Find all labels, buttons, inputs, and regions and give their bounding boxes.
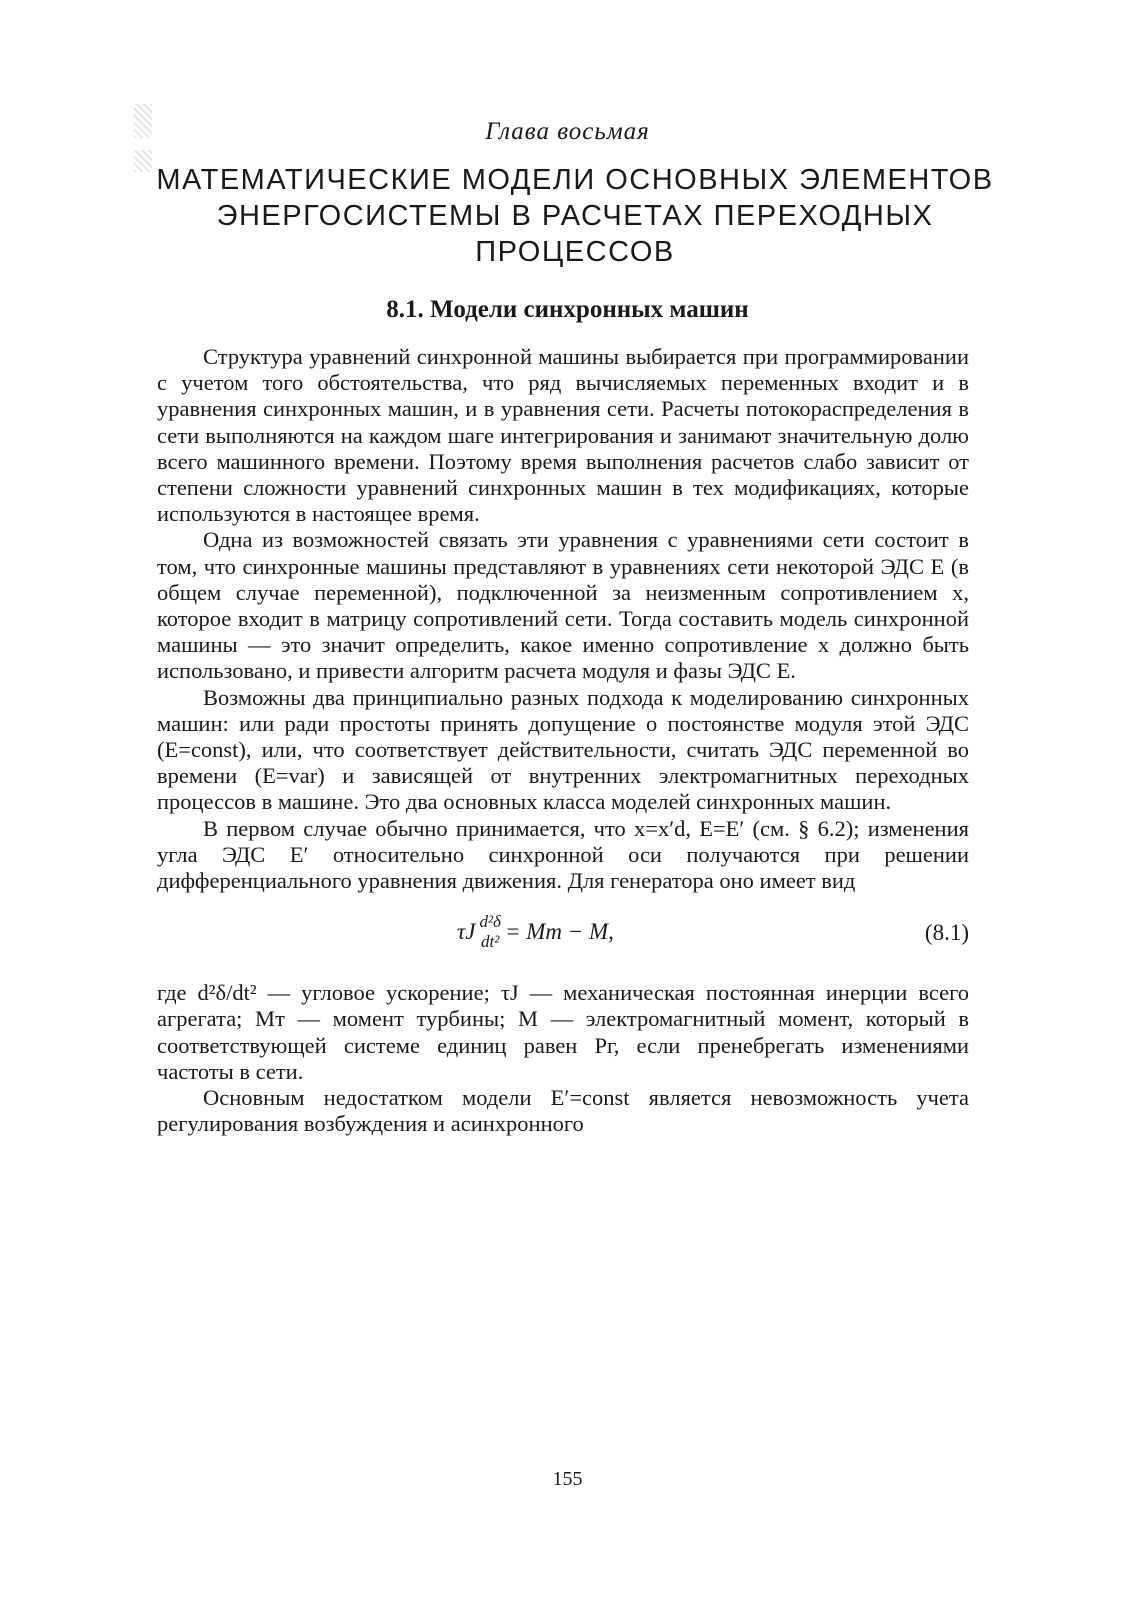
- section-title: 8.1. Модели синхронных машин: [386, 296, 749, 323]
- chapter-title-line: МАТЕМАТИЧЕСКИЕ МОДЕЛИ ОСНОВНЫХ ЭЛЕМЕНТОВ: [156, 164, 994, 196]
- paragraph: Возможны два принципиально разных подхода к моделированию синхронных машин: или ради простоты принять допущение о постоянстве модуля этой ЭДС (E=const), или, что соответствует действительности, считать ЭДС переменной во времени (E=var) и зависящей от внутренних электромагнитных переходных процессов в машине. Это два основных класса моделей синхронных машин.: [157, 684, 969, 815]
- fraction-denominator: dt²: [481, 932, 500, 952]
- equation-rhs: = Mт − M,: [504, 919, 614, 945]
- paragraph: Одна из возможностей связать эти уравнения с уравнениями сети состоит в том, что синхронные машины представляют в уравнениях сети некоторой ЭДС E (в общем случае переменной), подключенной за неизменным сопротивлением x, которое входит в матрицу сопротивлений сети. Тогда составить модель синхронной машины — это значит определить, какое именно сопротивление x должно быть использовано, и привести алгоритм расчета модуля и фазы ЭДС E.: [157, 527, 969, 684]
- chapter-title-line: ПРОЦЕССОВ: [475, 236, 675, 268]
- equation-body: [457, 912, 614, 952]
- paragraph: Основным недостатком модели E′=const является невозможность учета регулирования возбуждения и асинхронного: [157, 1085, 969, 1137]
- body-text: [157, 344, 969, 1137]
- chapter-label: Глава восьмая: [485, 118, 650, 145]
- equation-8-1: [157, 898, 969, 972]
- chapter-title-line: ЭНЕРГОСИСТЕМЫ В РАСЧЕТАХ ПЕРЕХОДНЫХ: [216, 200, 934, 232]
- chapter-title: [150, 162, 1000, 270]
- page-number: 155: [552, 1468, 583, 1490]
- fraction-numerator: d²δ: [479, 912, 501, 932]
- equation-coefficient: τJ: [457, 919, 476, 945]
- paragraph: Структура уравнений синхронной машины выбирается при программировании с учетом того обстоятельства, что ряд вычисляемых переменных входит и в уравнения синхронных машин, и в уравнения сети. Расчеты потокораспределения в сети выполняются на каждом шаге интегрирования и занимают значительную долю всего машинного времени. Поэтому время выполнения расчетов слабо зависит от степени сложности уравнений синхронных машин в тех модификациях, которые используются в настоящее время.: [157, 344, 969, 527]
- paragraph: В первом случае обычно принимается, что x=x′d, E=E′ (см. § 6.2); изменения угла ЭДС E′ относительно синхронной оси получаются при решении дифференциального уравнения движения. Для генератора оно имеет вид: [157, 815, 969, 894]
- paragraph: где d²δ/dt² — угловое ускорение; τJ — механическая постоянная инерции всего агрегата; Mт — момент турбины; M — электромагнитный момент, который в соответствующей системе единиц равен Pг, если пренебрегать изменениями частоты в сети.: [157, 980, 969, 1084]
- equation-fraction: [479, 912, 501, 952]
- equation-number: (8.1): [924, 920, 969, 946]
